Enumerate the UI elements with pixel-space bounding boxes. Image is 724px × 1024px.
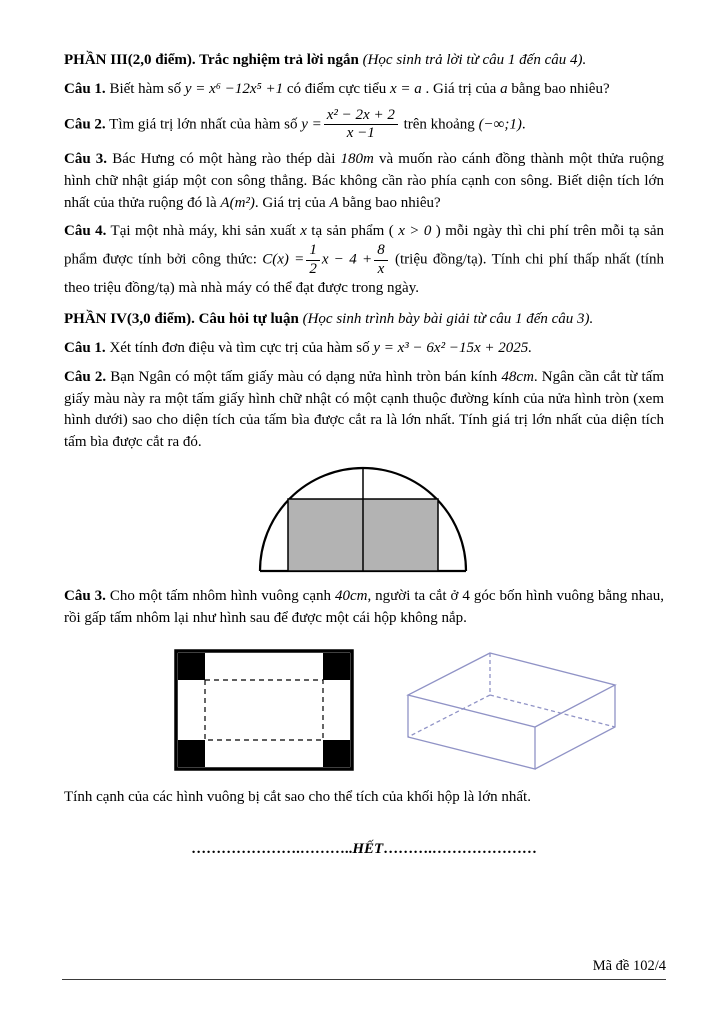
part4-question-2: [64, 367, 664, 454]
fraction-denominator: x −1: [346, 125, 375, 142]
fraction-numerator: 8: [374, 243, 388, 261]
box-figures-row: [174, 645, 664, 775]
text-run: Tính cạnh của các hình vuông bị cắt sao cho thể tích của khối hộp là lớn nhất.: [64, 789, 531, 806]
het-dots-left: ………………….………..: [191, 841, 353, 857]
text-run: . Giá trị của: [425, 80, 497, 97]
text-run: tạ sản phẩm (: [311, 223, 394, 240]
semicircle-figure: [64, 462, 664, 576]
het-line: [64, 839, 664, 861]
part3-heading-title: PHẦN III(2,0 điểm). Trắc nghiệm trả lời ngắn: [64, 52, 359, 68]
text-run: Bạn Ngân có một tấm giấy màu có dạng nửa hình tròn bán kính: [110, 368, 498, 385]
text-run: Biết hàm số: [109, 80, 182, 97]
part4-question-1: [64, 338, 664, 360]
text-run: Tìm giá trị lớn nhất của hàm số: [109, 116, 298, 133]
text-run: , người ta cắt ở 4 góc bốn hình vuông bằng nhau, rồi gấp tấm nhôm lại như hình sau để được một cái hộp không nắp.: [64, 587, 664, 626]
math-run: y = x⁶ −12x⁵ +1: [184, 80, 284, 97]
math-run: y =: [301, 116, 322, 133]
math-run: y = x³ − 6x² −15x + 2025.: [373, 340, 532, 356]
part3-heading: [64, 50, 664, 72]
part4-heading: [64, 309, 664, 331]
fraction: [374, 243, 388, 278]
flat-pattern-figure: [174, 649, 354, 771]
text-run: Tại một nhà máy, khi sản xuất: [110, 223, 296, 240]
text-run: (triệu đồng/tạ). Tính chi phí thấp nhất (tính theo triệu đồng/tạ) mà nhà máy có thể đạt được trong ngày.: [64, 251, 665, 296]
fraction-denominator: x: [377, 260, 385, 277]
text-run: Cho một tấm nhôm hình vuông cạnh: [109, 587, 331, 604]
part3-question-1: [64, 79, 664, 101]
part4-heading-note: (Học sinh trình bày bài giải từ câu 1 đến câu 3).: [302, 311, 594, 328]
question-label: Câu 3.: [64, 587, 106, 604]
box-3d-figure: [402, 645, 627, 775]
text-run: Bác Hưng có một hàng rào thép dài: [112, 151, 336, 167]
math-run: 48cm: [501, 368, 534, 385]
corner-square-top-left: [178, 653, 205, 680]
math-run: a: [500, 80, 508, 97]
math-run: 40cm: [334, 587, 368, 604]
math-run: A(m²): [220, 194, 255, 211]
part4-question-3: [64, 586, 664, 630]
question-label: Câu 1.: [64, 80, 106, 97]
fraction-numerator: 1: [306, 243, 320, 261]
text-run: . Ngân cần cắt từ tấm giấy màu này ra một tấm giấy hình chữ nhật có một cạnh thuộc đường kính của nửa hình tròn (xem hình dưới) sao cho diện tích của tấm bìa được cắt ra là lớn nhất. Tính giá trị lớn nhất của diện tích tấm bìa được cắt ra đó.: [64, 368, 664, 450]
text-run: và muốn rào cánh đồng thành một thửa ruộng hình chữ nhật giáp một con sông thẳng. Bác không cần rào phía cạnh con sông. Biết diện tích lớn nhất của thửa ruộng đó là: [64, 151, 664, 211]
math-run: x − 4 +: [321, 251, 373, 268]
closing-line: [64, 787, 664, 809]
part4-heading-title: PHẦN IV(3,0 điểm). Câu hỏi tự luận: [64, 311, 299, 328]
box-wireframe: [408, 653, 615, 769]
math-run: 180m: [340, 151, 374, 167]
fraction: [324, 108, 398, 143]
box-hidden-edges: [408, 653, 615, 737]
het-dots-right: ……….…………………: [383, 841, 537, 857]
page-footer: [62, 956, 666, 980]
question-label: Câu 2.: [64, 368, 107, 385]
corner-square-bottom-left: [178, 740, 205, 767]
fraction-denominator: 2: [309, 260, 317, 277]
part3-question-4: [64, 221, 664, 299]
text-run: ) mỗi ngày thì chi phí trên mỗi tạ sản phẩm được tính bởi công thức:: [64, 223, 665, 268]
fold-lines: [205, 680, 323, 740]
math-run: x: [300, 223, 307, 240]
part3-question-2: [64, 108, 664, 143]
text-run: bằng bao nhiêu?: [342, 194, 441, 211]
corner-square-top-right: [323, 653, 350, 680]
box-right-edges: [535, 685, 615, 769]
text-run: bằng bao nhiêu?: [511, 80, 610, 97]
semicircle-svg: [258, 462, 470, 576]
fraction: [306, 243, 320, 278]
question-label: Câu 4.: [64, 223, 107, 240]
math-run: (−∞;1): [478, 116, 522, 133]
math-run: x = a: [389, 80, 422, 97]
question-label: Câu 2.: [64, 116, 106, 133]
part3-question-3: [64, 149, 664, 214]
question-label: Câu 1.: [64, 340, 106, 356]
text-run: có điểm cực tiểu: [286, 80, 387, 97]
text-run: . Giá trị của: [254, 194, 326, 211]
math-run: x > 0: [398, 223, 432, 240]
math-run: A: [329, 194, 339, 211]
text-run: Xét tính đơn điệu và tìm cực trị của hàm số: [109, 340, 370, 356]
exam-code: Mã đề 102/4: [592, 957, 666, 974]
het-label: HẾT: [352, 841, 384, 857]
text-run: .: [521, 116, 526, 133]
text-run: trên khoảng: [403, 116, 475, 133]
box-left-front-edges: [408, 695, 535, 769]
corner-square-bottom-right: [323, 740, 350, 767]
math-run: C(x) =: [262, 251, 305, 268]
box-top-face: [408, 653, 615, 727]
question-label: Câu 3.: [64, 151, 108, 167]
fraction-numerator: x² − 2x + 2: [324, 108, 398, 126]
part3-heading-note: (Học sinh trả lời từ câu 1 đến câu 4).: [362, 52, 587, 68]
